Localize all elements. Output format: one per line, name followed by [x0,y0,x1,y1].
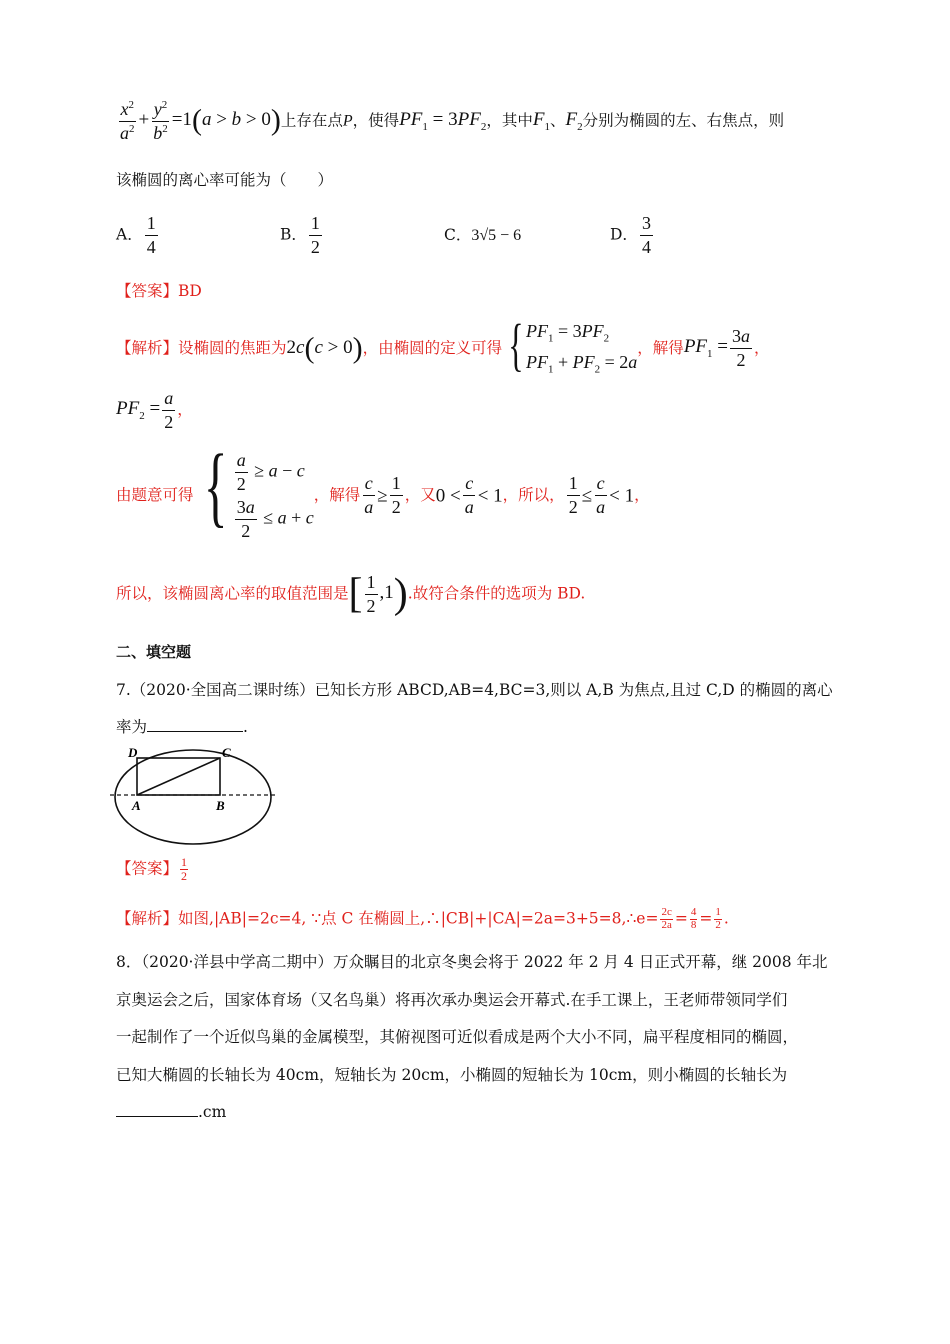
comma: ， [754,338,770,357]
option-c[interactable] [444,228,521,244]
option-b-value: $\frac{1}{2}$ [310,213,320,257]
option-c-value: 3√5 − 6 [471,227,522,244]
q7-analysis-text: 如图,|AB|=2c=4, ∵点 C 在椭圆上,∴|CB|+|CA|=2a=3+5=8,∴e= [178,909,659,928]
equals: = [674,909,688,928]
q7-answer: 【答案】 $\frac{1}{2}$ [116,855,188,883]
option-c-label: C． [444,226,472,244]
analysis-text-5: ，解得 [313,486,361,505]
q7-analysis: 【解析】如图,|AB|=2c=4, ∵点 C 在椭圆上,∴|CB|+|CA|=2a=3+5=8,∴e= $\frac{2c}{2a}$ = $\frac{4}{8}$ = $\frac{1}{2}$ . [116,906,729,931]
comma: ， [177,400,193,419]
focus-f2: F [565,109,578,131]
section-title: 二、填空题 [116,643,192,661]
analysis-text-2: ，由椭圆的定义可得 [362,338,503,357]
stem-equation: $PF_1 = 3PF_2$ [399,109,487,134]
period: . [243,718,248,736]
q8-answer-blank[interactable] [116,1116,198,1117]
point-p: P [342,112,353,130]
conclusion-text-1: 所以，该椭圆离心率的取值范围是 [116,584,349,603]
answer-tag: 【答案】 [116,282,179,300]
ellipse-x-term: $\frac{x^2}{a^2}$ [120,99,135,143]
label-b: B [216,798,225,813]
label-d: D [128,745,138,760]
q6-answer [116,284,202,300]
label-a: A [132,798,141,813]
analysis-text-6: ，又 [404,486,436,505]
ellipse-rectangle-figure [108,742,278,848]
answer-value: BD [178,282,202,300]
option-b[interactable] [280,214,324,257]
analysis-text-1: 设椭圆的焦距为 [178,338,287,357]
option-d-label: D． [610,225,638,244]
ellipse [115,750,271,844]
q6-stem-line-2: 该椭圆的离心率可能为（ ） [116,171,334,189]
stem-sep: 、 [549,111,566,130]
equals: = [699,909,713,928]
stem-text-2: ，使得 [352,111,400,130]
q8-line-4: 已知大椭圆的长轴长为 40cm，短轴长为 20cm，小椭圆的短轴长为 10cm，则小椭圆的长轴长为 [116,1066,788,1084]
q8-line-3: 一起制作了一个近似鸟巢的金属模型，其俯视图可近似看成是两个大小不同，扁平程度相同的椭圆， [116,1028,799,1046]
q8-unit: .cm [198,1103,227,1121]
q8-line-2: 京奥运会之后，国家体育场（又名鸟巢）将再次承办奥运会开幕式.在手工课上，王老师带领同学们 [116,991,788,1009]
comma: ， [634,486,650,505]
stem-text-3: ，其中 [486,111,533,130]
diagonal-ac [137,758,220,795]
option-d[interactable] [610,214,655,257]
stem-text-4: 分别为椭圆的左、右焦点，则 [582,111,785,130]
option-d-value: $\frac{3}{4}$ [641,213,651,257]
answer-tag: 【答案】 [116,859,179,878]
q8-line-5 [116,1105,226,1121]
option-a-label: A． [116,225,143,244]
analysis-text-3: ，解得 [637,338,684,357]
q6-analysis-line-3: 由题意可得 { $\frac{a}{2}$ ≥ a − c $\frac{3a}{2}$ ≤ a + c ，解得 $\frac{c}{a}$ ≥ $\frac{1}{2}$ ，又0 < $\frac{c}{a}$ < 1，所以， $\frac{1}{2}$ ≤ $\frac{c}{a}$ < 1， [116,437,650,541]
stem-text-1: 上存在点 [280,111,343,130]
conclusion-text-2: .故符合条件的选项为 BD. [407,584,586,603]
q7-line-2 [116,720,248,736]
analysis-tag: 【解析】 [116,909,179,928]
q7-line-2-text: 率为 [116,718,148,736]
q6-analysis-line-1: 【解析】设椭圆的焦距为2c(c > 0)，由椭圆的定义可得 { $PF_1 = 3PF_2$ $PF_1 + PF_2 = 2a$ ，解得$PF_1$ = $\frac{3a}{2}$ ， [116,312,770,377]
q6-conclusion: 所以，该椭圆离心率的取值范围是[ $\frac{1}{2}$ ,1).故符合条件的选项为 BD. [116,571,586,618]
q6-analysis-line-2: $PF_2$ = $\frac{a}{2}$ ， [116,388,193,432]
ellipse-y-term: $\frac{y^2}{b^2}$ [153,99,168,143]
q7-answer-blank[interactable] [147,731,243,732]
q6-stem-line-1: $\frac{x^2}{a^2}$ + $\frac{y^2}{b^2}$ =1(a > b > 0)上存在点P，使得$PF_1 = 3PF_2$，其中$F_1$、$F_2$分别为椭圆的左、右焦点，则 [120,99,785,143]
focus-f1: F [532,109,545,131]
period: . [723,909,729,928]
analysis-text-4: 由题意可得 [116,486,194,505]
label-c: C [222,745,231,760]
condition-system: { $\frac{a}{2}$ ≥ a − c $\frac{3a}{2}$ ≤ a + c [203,437,314,541]
option-a-value: $\frac{1}{4}$ [146,213,156,257]
definition-system: { $PF_1 = 3PF_2$ $PF_1 + PF_2 = 2a$ [508,312,638,377]
option-a[interactable] [116,214,160,257]
q8-line-1: 8．（2020·洋县中学高二期中）万众瞩目的北京冬奥会将于 2022 年 2 月 4 日正式开幕，继 2008 年北 [116,953,828,971]
q7-line-1: 7.（2020·全国高二课时练）已知长方形 ABCD,AB=4,BC=3,则以 A,B 为焦点,且过 C,D 的椭圆的离心 [116,681,833,699]
analysis-text-7: ，所以， [502,486,565,505]
analysis-tag: 【解析】 [116,338,179,357]
option-b-label: B． [280,225,307,244]
